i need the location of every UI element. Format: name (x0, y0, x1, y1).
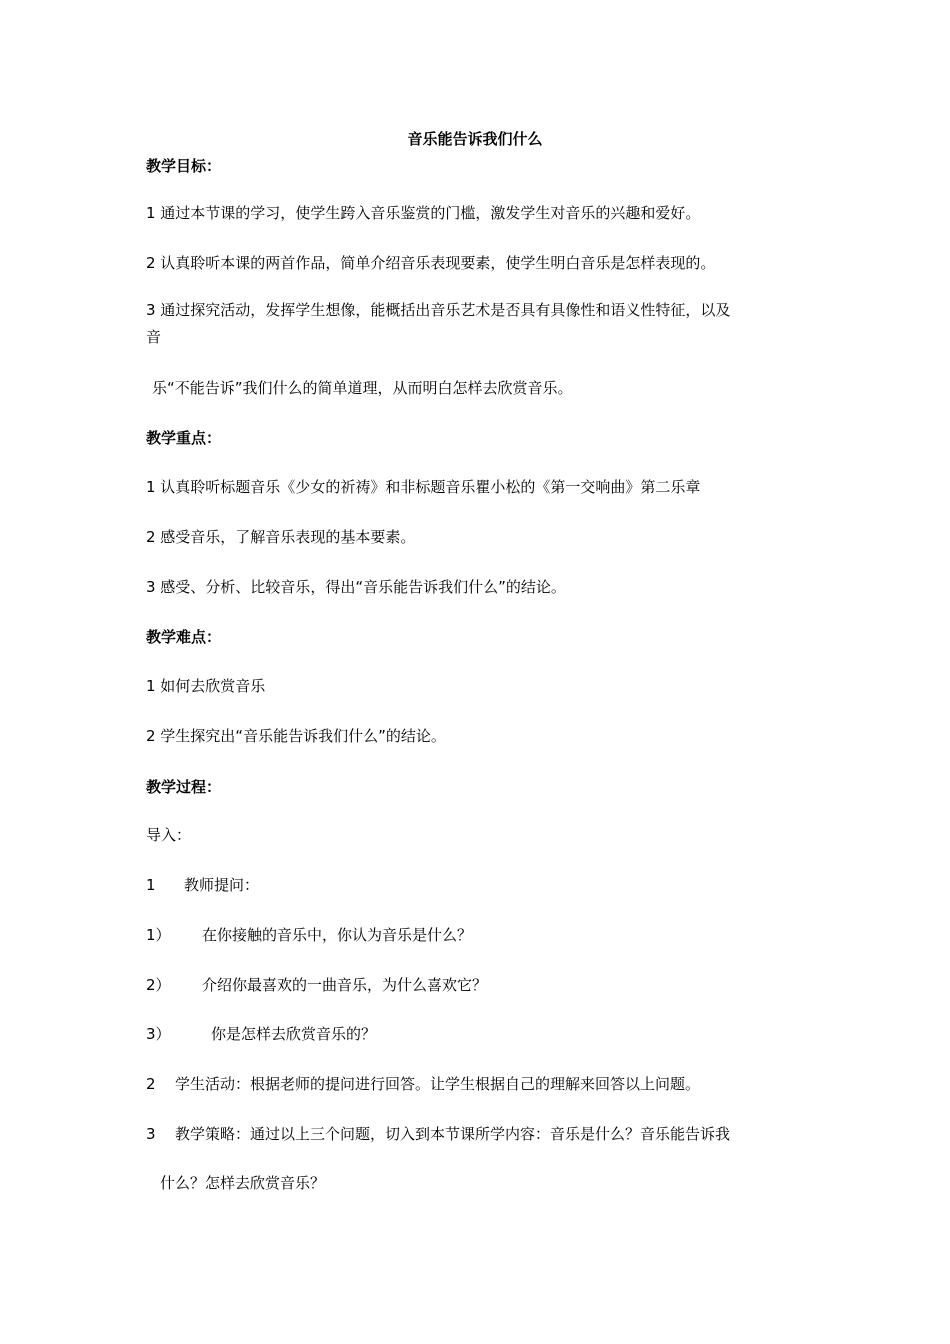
key-points-heading: 教学重点： (146, 429, 222, 447)
step-number: 2） (146, 976, 171, 994)
difficulty-item: 2 学生探究出“音乐能告诉我们什么”的结论。 (146, 727, 446, 745)
process-heading: 教学过程： (146, 778, 222, 796)
step-text: 学生活动：根据老师的提问进行回答。让学生根据自己的理解来回答以上问题。 (175, 1075, 701, 1093)
step-text: 在你接触的音乐中，你认为音乐是什么？ (202, 926, 473, 944)
objective-item: 1 通过本节课的学习，使学生跨入音乐鉴赏的门槛，激发学生对音乐的兴趣和爱好。 (146, 204, 701, 222)
process-intro: 导入： (146, 826, 192, 844)
step-number: 2 (146, 1075, 156, 1093)
objective-item: 3 通过探究活动，发挥学生想像，能概括出音乐艺术是否具有具像性和语义性特征，以及 (146, 301, 731, 319)
step-number: 3） (146, 1025, 171, 1043)
objectives-heading: 教学目标： (146, 157, 222, 175)
step-number: 3 (146, 1125, 156, 1143)
key-point-item: 1 认真聆听标题音乐《少女的祈祷》和非标题音乐瞿小松的《第一交响曲》第二乐章 (146, 478, 701, 496)
step-number: 1） (146, 926, 171, 944)
objective-item: 2 认真聆听本课的两首作品，简单介绍音乐表现要素，使学生明白音乐是怎样表现的。 (146, 254, 716, 272)
step-continuation: 什么？怎样去欣赏音乐？ (160, 1174, 326, 1192)
step-text: 教师提问： (184, 876, 260, 894)
document-title: 音乐能告诉我们什么 (407, 130, 543, 148)
step-text: 介绍你最喜欢的一曲音乐，为什么喜欢它？ (202, 976, 488, 994)
difficulty-item: 1 如何去欣赏音乐 (146, 677, 266, 695)
difficulties-heading: 教学难点： (146, 628, 222, 646)
step-text: 你是怎样去欣赏音乐的？ (211, 1025, 377, 1043)
objective-item: 乐“不能告诉”我们什么的简单道理，从而明白怎样去欣赏音乐。 (152, 379, 573, 397)
step-text: 教学策略：通过以上三个问题，切入到本节课所学内容：音乐是什么？音乐能告诉我 (175, 1125, 731, 1143)
key-point-item: 2 感受音乐，了解音乐表现的基本要素。 (146, 528, 416, 546)
step-number: 1 (146, 876, 156, 894)
key-point-item: 3 感受、分析、比较音乐，得出“音乐能告诉我们什么”的结论。 (146, 578, 566, 596)
objective-item-wrap: 音 (146, 328, 162, 346)
